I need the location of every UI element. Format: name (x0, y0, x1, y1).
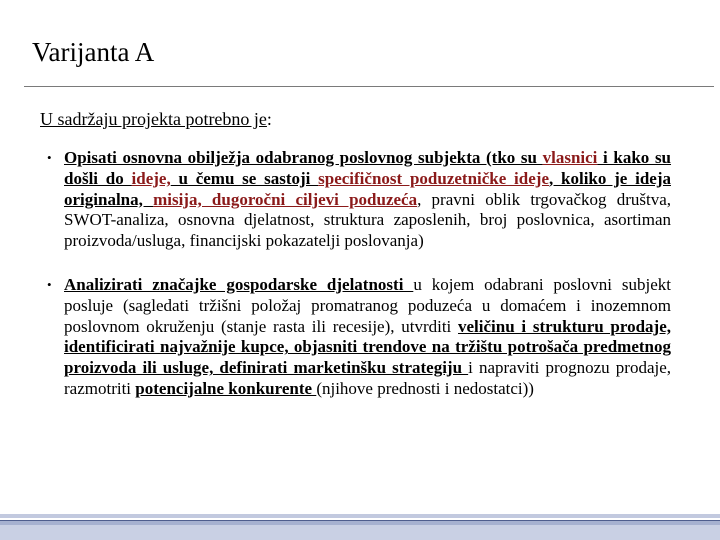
item-text: u čemu se sastoji (170, 168, 319, 188)
item-text: i kako su došli do (64, 148, 672, 188)
list-item (47, 274, 672, 400)
item-text: veličinu i strukturu prodaje, identificirati najvažnije kupce, objasniti trendove na tržištu potrošača predmetnog proizvoda ili usluge, definirati marketinšku strategiju (64, 316, 672, 378)
item-text: , pravni oblik trgovačkog društva, SWOT-analiza, osnovna djelatnost, struktura zaposlenih, broj poslovnica, asortiman proizvoda/usluga, financijski pokazatelji poslovanja) (64, 189, 671, 251)
bullet-list (47, 148, 672, 423)
footer-bar (0, 514, 720, 540)
item-text: i napraviti prognozu prodaje, razmotriti (64, 358, 672, 398)
bullet-icon: • (47, 276, 52, 292)
slide-title: Varijanta A (32, 37, 155, 67)
item-text: vlasnici (542, 148, 598, 167)
subheading (40, 108, 272, 130)
bullet-icon: • (47, 150, 52, 165)
item-text: , koliko je ideja originalna, (64, 168, 671, 209)
item-text: (njihove prednosti i nedostatci)) (316, 378, 534, 398)
title-divider (24, 86, 714, 87)
item-text: Opisati osnovna obilježja odabranog poslovnog subjekta (tko su (64, 148, 543, 167)
item-text: potencijalne konkurente (135, 378, 317, 398)
item-text: misija, dugoročni ciljevi poduzeća (153, 189, 418, 209)
item-text: u kojem odabrani poslovni subjekt posluje (sagledati tržišni položaj promatranog poduzeća u domaćem i inozemnom poslovnom okruženju (stanje rasta ili recesije), utvrditi (64, 274, 671, 336)
item-text: Analizirati značajke gospodarske djelatnosti (64, 274, 414, 294)
subheading-text: U sadržaju projekta potrebno je (40, 109, 267, 129)
item-text: specifičnost poduzetničke ideje (318, 168, 549, 188)
subheading-colon: : (266, 109, 272, 129)
item-text: ideje, (131, 168, 171, 188)
list-item (47, 148, 672, 252)
